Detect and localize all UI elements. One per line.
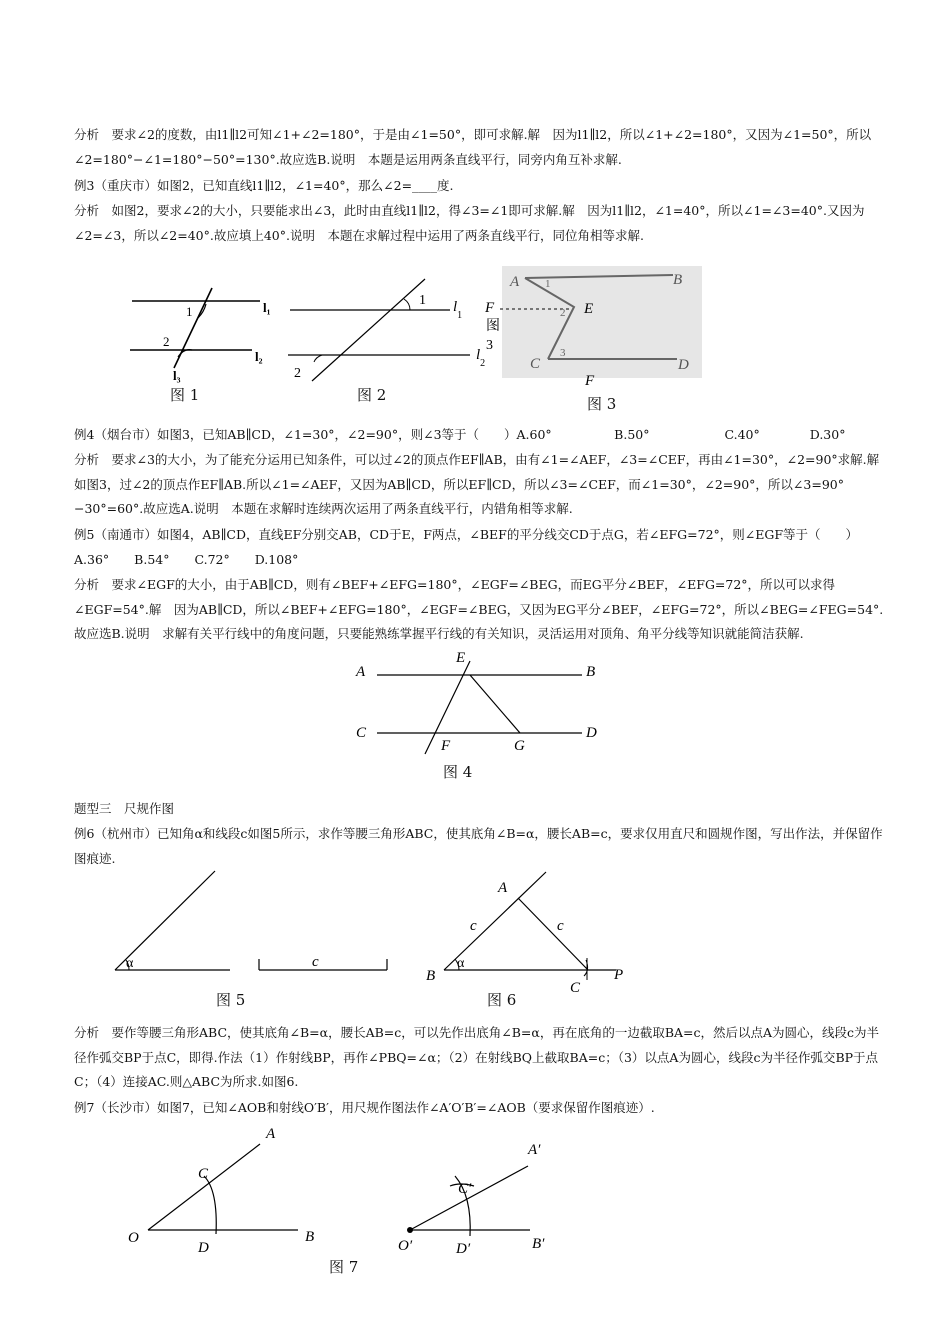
fig6-caption: 图 6 [487,991,517,1009]
fig4-label-C: C [356,725,367,741]
fig3-label-B: B [673,272,683,288]
fig2-label-l2-sub: 2 [480,358,486,369]
example4: 例4（烟台市）如图3，已知AB∥CD，∠1=30°，∠2=90°，则∠3等于（ ）A.60° B.50° C.40° D.30° [74,427,846,442]
fig3-angle3: 3 [560,347,566,359]
fig7-label-A: A [266,1126,276,1142]
fig6-label-A: A [498,880,508,896]
fig7-label-B: B [305,1229,315,1245]
fig4-label-D: D [586,725,597,741]
figure-5 [110,865,400,980]
figure-3 [480,264,705,389]
fig2-label-l1: l [453,299,458,315]
fig7-label-O-prime: O′ [398,1238,413,1254]
analysis-example5: 分析 要求∠EGF的大小，由于AB∥CD，则有∠BEF+∠EFG=180°，∠EGF=∠BEG，而EG平分∠BEF，∠EFG=72°，所以可以求得∠EGF=54°.解 因为AB∥CD，所以∠BEF+∠EFG=180°，∠EGF=∠BEG，又因为EG平分∠BEF，∠EFG=72°，所以∠BEG=∠FEG=54°.故应选B.说明 求解有关平行线中的角度问题，只要能熟练掌握平行线的有关知识，灵活运用对顶角、角平分线等知识就能简洁获解. [74,577,884,641]
analysis-example2: 分析 要求∠2的度数，由l1∥l2可知∠1+∠2=180°，于是由∠1=50°，即可求解.解 因为l1∥l2，所以∠1+∠2=180°，又因为∠1=50°，所以∠2=180°−∠1=180°−50°=130°.故应选B.说明 本题是运用两条直线平行，同旁内角互补求解. [74,127,872,167]
fig3-label-A: A [510,274,520,290]
fig6-c-left: c [470,918,477,934]
fig3-label-D: D [678,357,689,373]
example6: 例6（杭州市）已知角α和线段c如图5所示，求作等腰三角形ABC，使其底角∠B=α，腰长AB=c，要求仅用直尺和圆规作图，写出作法，并保留作图痕迹. [74,826,883,866]
fig3-angle1: 1 [545,278,551,290]
section-3-title: 题型三 尺规作图 [74,801,175,816]
fig4-label-B: B [586,664,596,680]
fig7-label-A-prime: A′ [528,1142,541,1158]
fig5-c: c [312,954,319,970]
fig2-label-l2: l [476,347,481,363]
figure-2 [280,275,495,385]
fig1-label-l3: l₃ [173,368,181,383]
example5: 例5（南通市）如图4，AB∥CD，直线EF分别交AB，CD于E，F两点，∠BEF的平分线交CD于点G，若∠EFG=72°，则∠EGF等于（ ）A.36° B.54° C.72° D.108° [74,527,859,567]
fig3-angle2: 2 [560,307,566,319]
fig4-label-F: F [441,738,451,754]
fig6-label-C: C [570,980,581,995]
figure-1 [120,272,290,407]
fig7-label-O: O [128,1230,139,1246]
example7: 例7（长沙市）如图7，已知∠AOB和射线O′B′，用尺规作图法作∠A′O′B′=∠AOB（要求保留作图痕迹）. [74,1100,655,1115]
fig4-caption: 图 4 [443,763,473,781]
fig2-angle1: 1 [419,293,426,308]
fig3-stray-text1: 图 [486,319,500,334]
fig2-label-l1-sub: 1 [457,310,463,321]
fig1-label-l1: l₁ [263,300,271,315]
fig7-caption: 图 7 [329,1258,359,1276]
fig3-label-E: E [584,301,594,317]
fig6-label-P: P [614,967,624,983]
fig3-label-F-top: F [485,300,495,316]
fig7-label-D-prime: D′ [456,1241,471,1257]
fig4-label-A: A [356,664,366,680]
fig6-label-B: B [426,968,436,984]
fig7-label-B-prime: B′ [532,1236,545,1252]
figure-6 [420,870,640,995]
fig3-label-F-bottom: F [585,373,595,389]
analysis-example4: 分析 要求∠3的大小，为了能充分运用已知条件，可以过∠2的顶点作EF∥AB，由有∠1=∠AEF，∠3=∠CEF，再由∠1=30°，∠2=90°求解.解 如图3，过∠2的顶点作EF∥AB.所以∠1=∠AEF，又因为AB∥CD，所以EF∥CD，所以∠3=∠CEF，而∠1=30°，∠2=90°，所以∠3=90°−30°=60°.故应选A.说明 本题在求解时连续两次运用了两条直线平行，内错角相等求解. [74,452,892,516]
example3: 例3（重庆市）如图2，已知直线l1∥l2，∠1=40°，那么∠2=____度. [74,178,454,193]
fig1-label-l2: l₂ [255,349,263,364]
figure-4 [350,645,610,757]
fig5-alpha: α [126,956,134,971]
fig2-caption: 图 2 [357,386,387,404]
figure-7 [120,1120,560,1260]
fig7-label-D: D [198,1240,209,1256]
fig1-caption: 图 1 [170,386,200,404]
fig2-angle2: 2 [294,366,301,381]
fig3-stray-text2: 3 [486,338,493,353]
fig4-label-E: E [456,650,466,666]
fig1-angle2: 2 [163,334,170,349]
analysis-example3: 分析 如图2，要求∠2的大小，只要能求出∠3，此时由直线l1∥l2，得∠3=∠1即可求解.解 因为l1∥l2，∠1=40°，所以∠1=∠3=40°.又因为∠2=∠3，所以∠2=40°.故应填上40°.说明 本题在求解过程中运用了两条直线平行，同位角相等求解. [74,203,865,243]
fig5-caption: 图 5 [216,991,246,1009]
fig3-caption: 图 3 [587,395,617,413]
analysis-example6: 分析 要作等腰三角形ABC，使其底角∠B=α，腰长AB=c，可以先作出底角∠B=α，再在底角的一边截取BA=c，然后以点A为圆心，线段c为半径作弧交BP于点C，即得.作法（1）作射线BP，再作∠PBQ=∠α；（2）在射线BQ上截取BA=c；（3）以点A为圆心，线段c为半径作弧交BP于点C；（4）连接AC.则△ABC为所求.如图6. [74,1025,880,1089]
fig1-angle1: 1 [186,304,193,319]
fig6-c-right: c [557,918,564,934]
fig7-label-C-prime: C′ [458,1181,472,1197]
svg-text:l1 [453,299,462,321]
fig4-label-G: G [514,738,525,754]
fig6-alpha: α [457,956,465,971]
fig7-label-C: C [198,1166,209,1182]
fig3-label-C: C [530,356,541,372]
